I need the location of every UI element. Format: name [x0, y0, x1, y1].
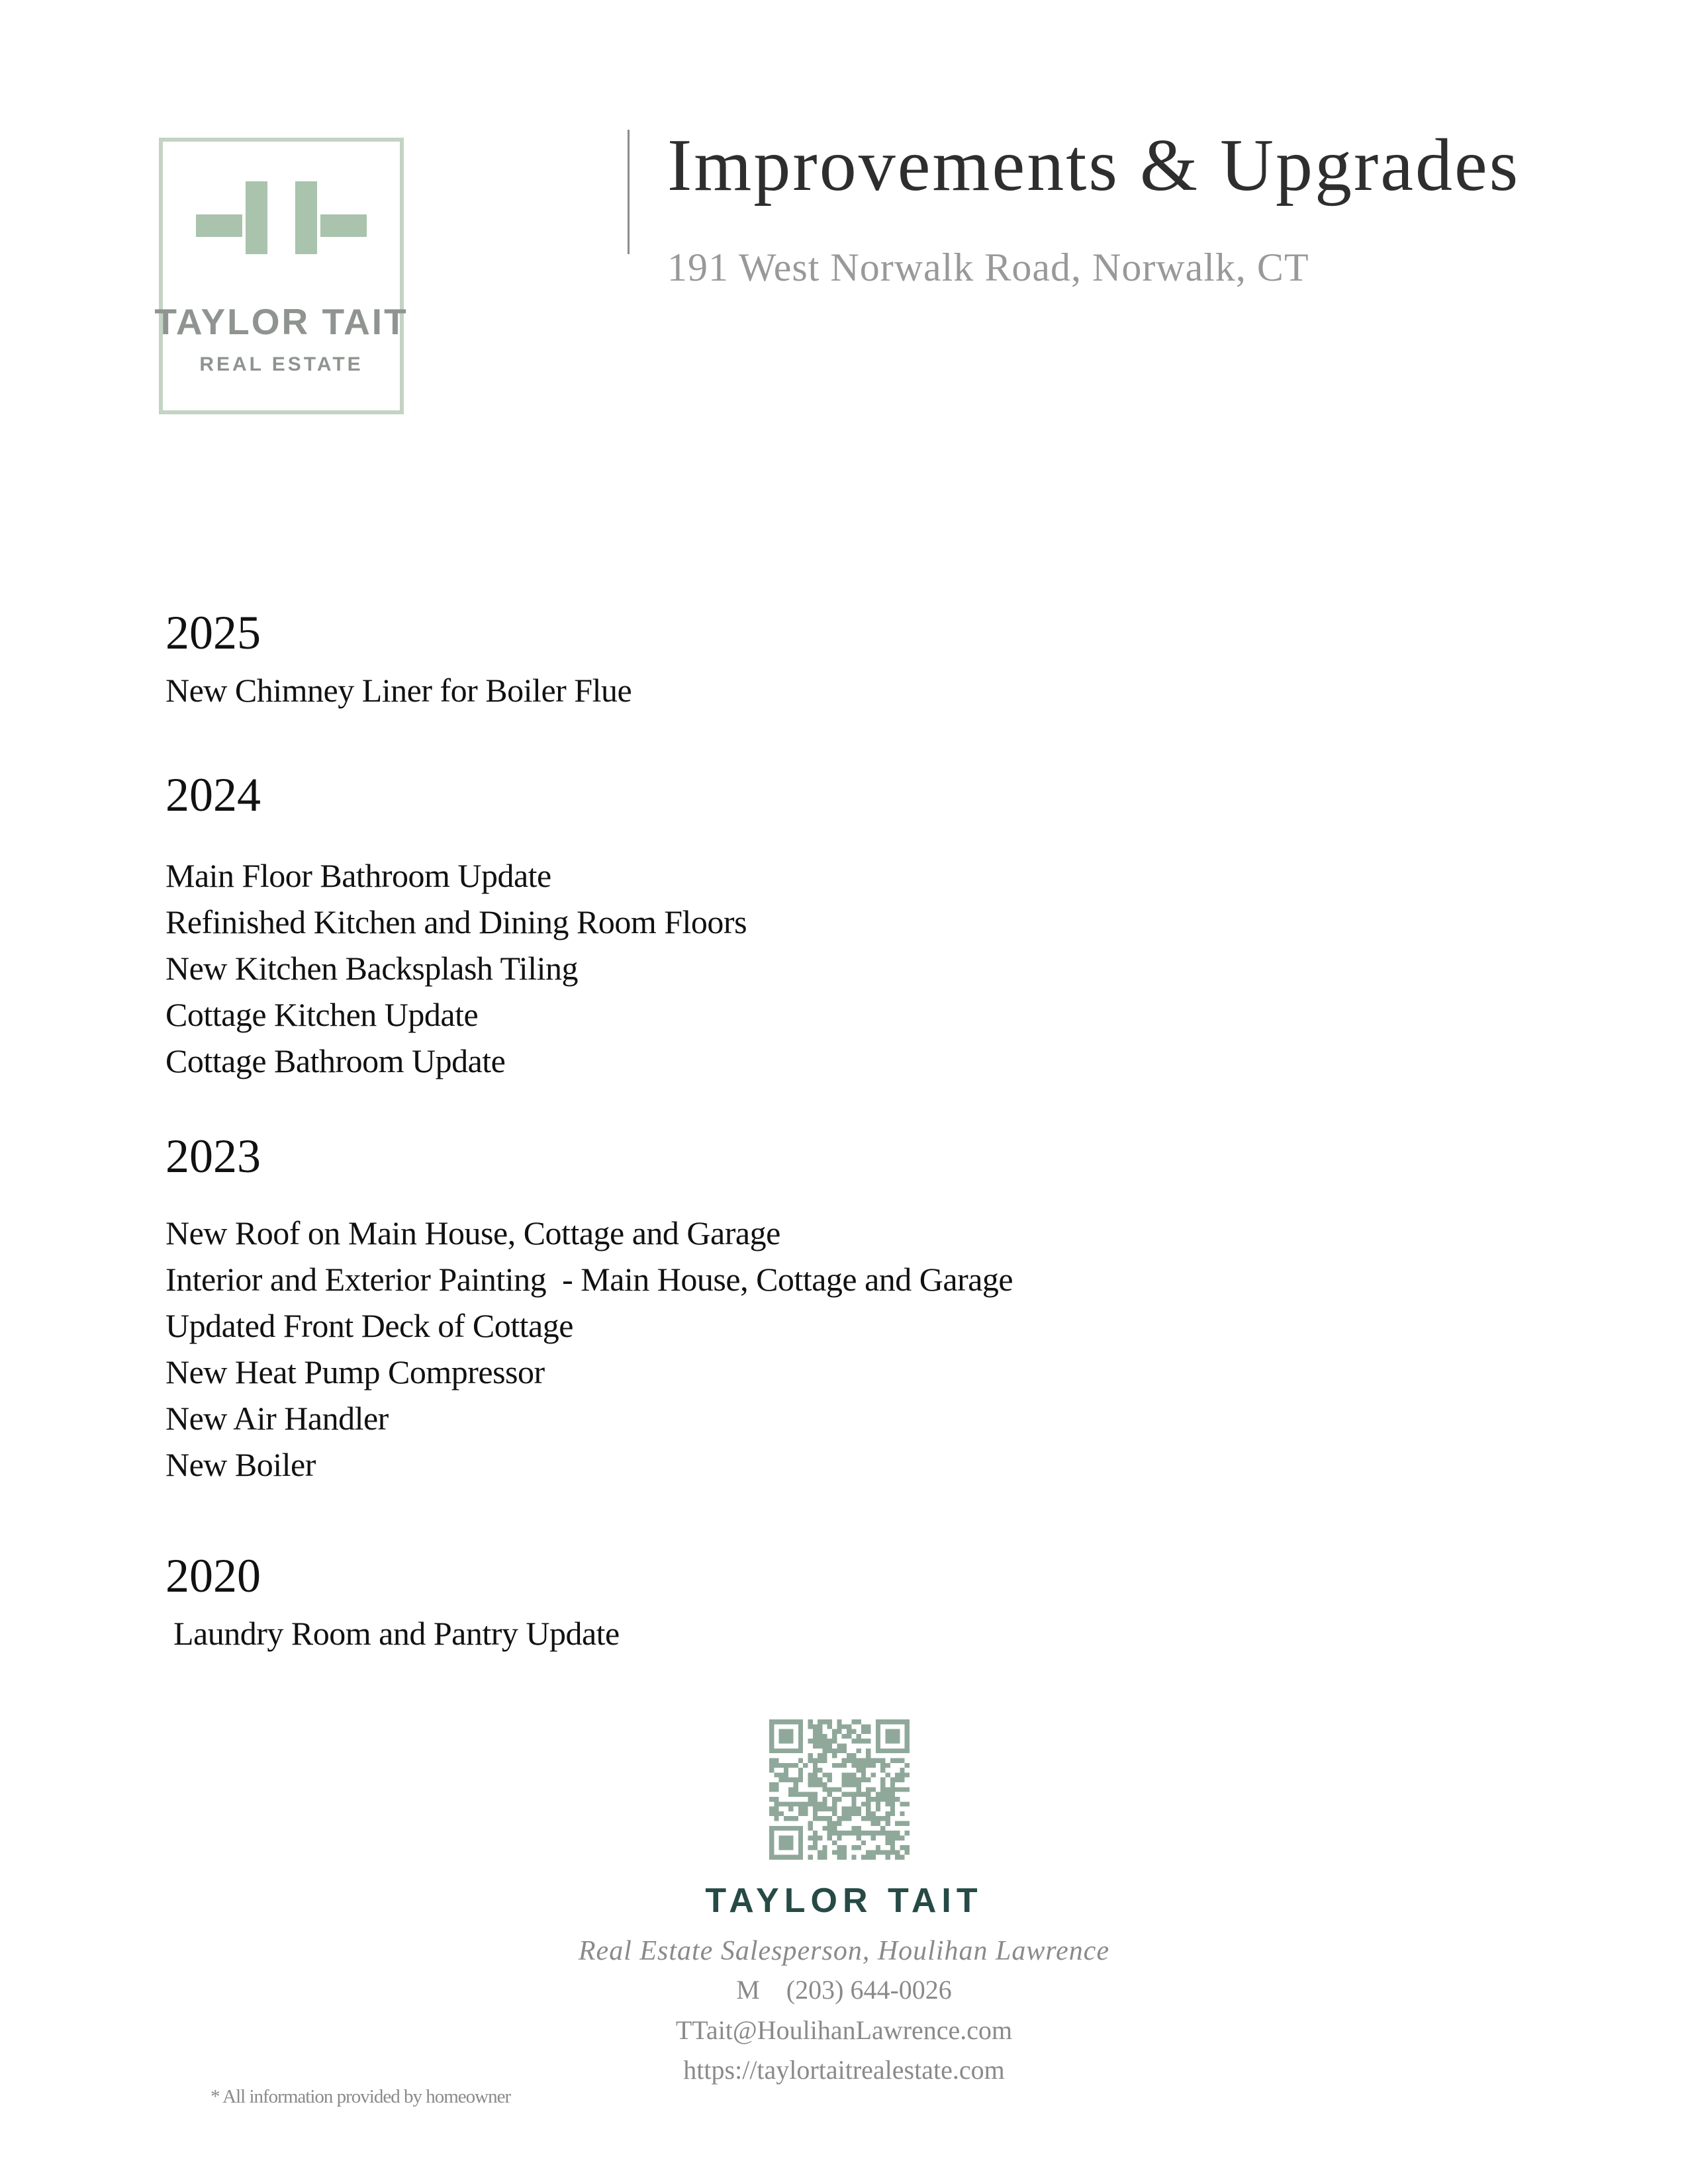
logo-subtitle: REAL ESTATE [199, 353, 363, 375]
contact-email-link[interactable]: TTait@HoulihanLawrence.com [675, 2015, 1013, 2045]
qr-code-icon[interactable] [769, 1719, 910, 1860]
year-heading-2020: 2020 [165, 1549, 261, 1602]
year-heading-2025: 2025 [165, 606, 261, 659]
contact-name: TAYLOR TAIT [705, 1882, 983, 1920]
list-item: Main Floor Bathroom Update [165, 857, 551, 894]
list-item: Refinished Kitchen and Dining Room Floors [165, 903, 747, 940]
footnote: * All information provided by homeowner [211, 2086, 511, 2107]
taylor-tait-logo [154, 138, 408, 414]
list-item: Updated Front Deck of Cottage [165, 1307, 573, 1344]
improvement-list-2023 [165, 1210, 1013, 1488]
list-item: New Heat Pump Compressor [165, 1353, 545, 1390]
year-heading-2023: 2023 [165, 1130, 261, 1183]
list-item: Cottage Bathroom Update [165, 1042, 506, 1079]
list-item: Interior and Exterior Painting - Main House, Cottage and Garage [165, 1261, 1013, 1298]
list-item: New Roof on Main House, Cottage and Garage [165, 1214, 780, 1251]
list-item: Cottage Kitchen Update [165, 996, 479, 1033]
logo-mark-icon [163, 142, 400, 294]
improvement-list-2020 [165, 1610, 620, 1657]
contact-title: Real Estate Salesperson, Houlihan Lawrence [578, 1936, 1110, 1966]
logo-name: TAYLOR TAIT [154, 301, 408, 342]
list-item: New Kitchen Backsplash Tiling [165, 950, 578, 987]
property-address: 191 West Norwalk Road, Norwalk, CT [667, 246, 1309, 289]
contact-website-link[interactable]: https://taylortaitrealestate.com [683, 2055, 1005, 2085]
list-item: New Boiler [165, 1446, 316, 1483]
page-title: Improvements & Upgrades [667, 124, 1521, 206]
header-divider [628, 130, 630, 254]
list-item: Laundry Room and Pantry Update [165, 1615, 620, 1652]
year-heading-2024: 2024 [165, 768, 261, 821]
improvement-list-2025 [165, 667, 632, 713]
list-item: New Air Handler [165, 1400, 389, 1437]
list-item: New Chimney Liner for Boiler Flue [165, 672, 632, 709]
contact-phone[interactable]: M (203) 644-0026 [736, 1975, 952, 2005]
improvement-list-2024 [165, 852, 747, 1084]
